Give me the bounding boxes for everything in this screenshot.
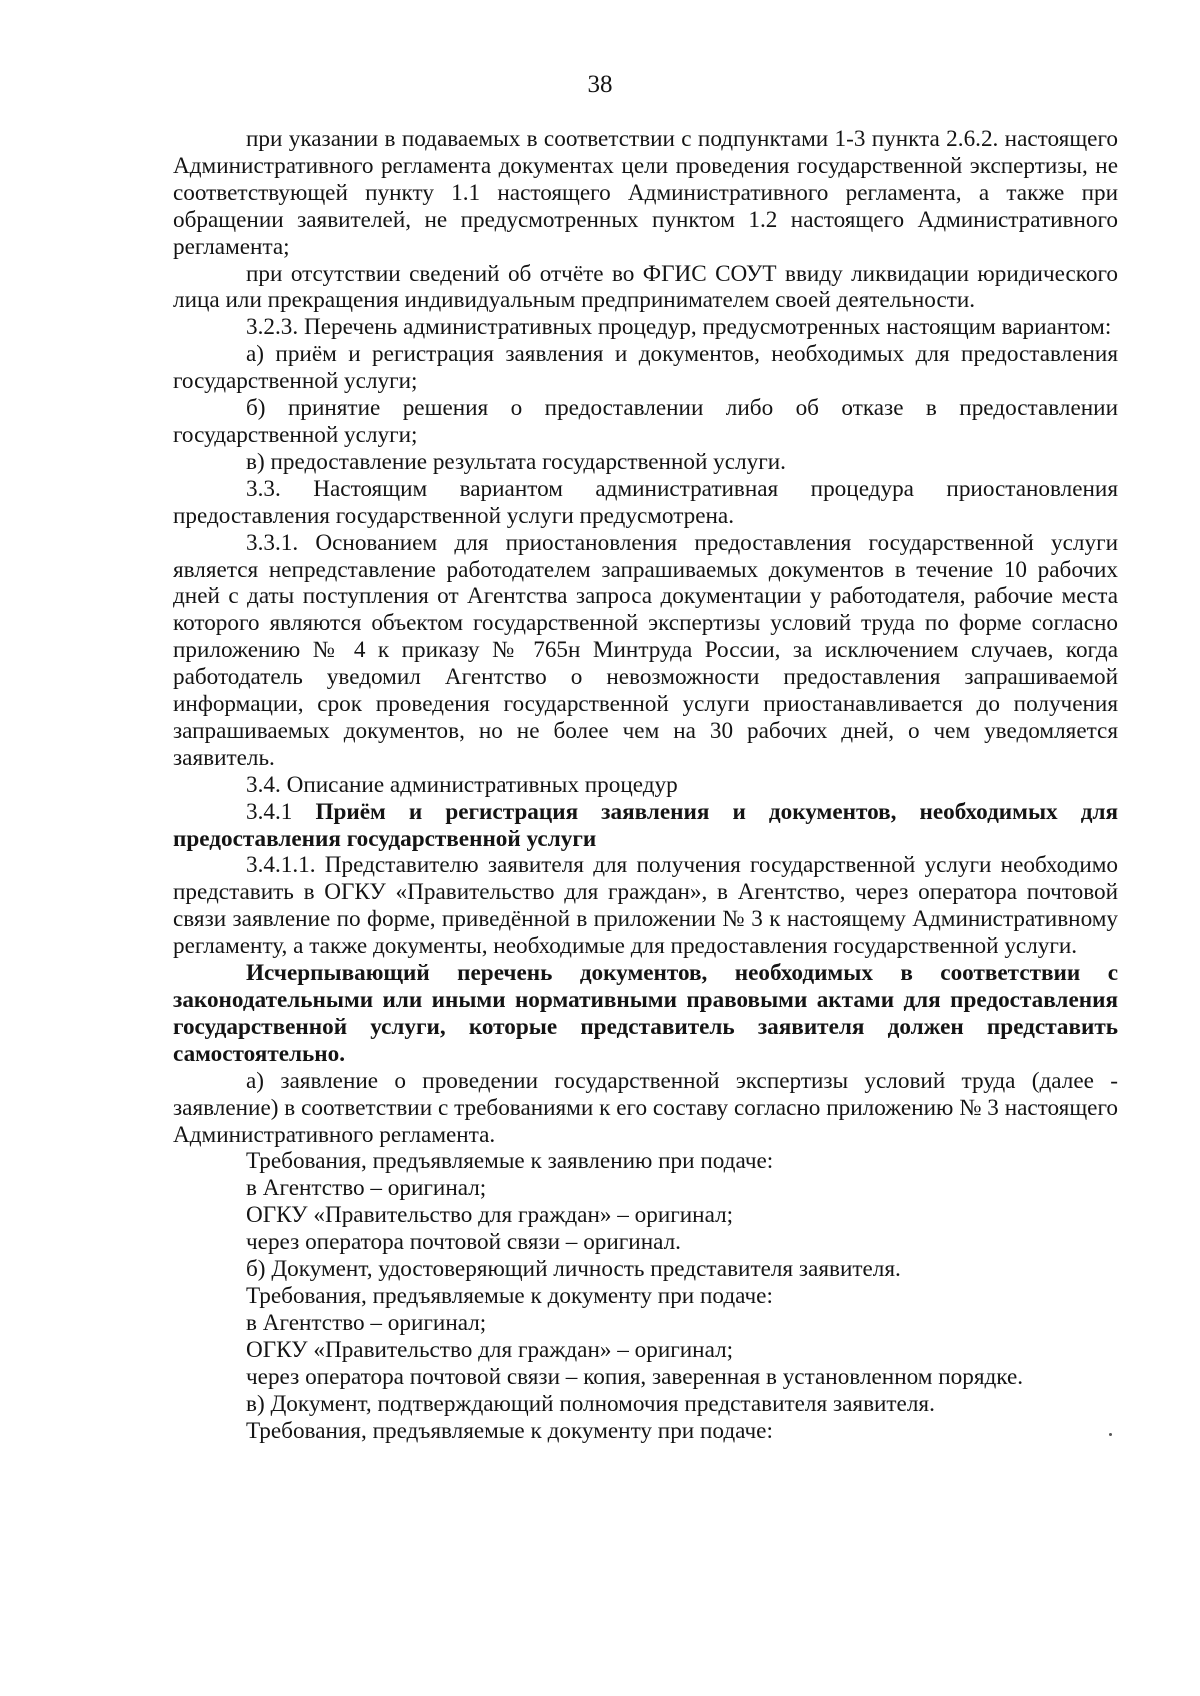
- paragraph-3-3-1: 3.3.1. Основанием для приостановления предоставления государственной услуги является непредставление работодателем запрашиваемых документов в течение 10 рабочих дней с даты поступления от Агентства запроса документации у работодателя, рабочие места которого являются объектом государственной экспертизы условий труда по форме согласно приложению № 4 к приказу № 765н Минтруда России, за исключением случаев, когда работодатель уведомил Агентство о невозможности предоставления запрашиваемой информации, срок проведения государственной услуги приостанавливается до получения запрашиваемых документов, но не более чем на 30 рабочих дней, о чем уведомляется заявитель.: [173, 529, 1118, 771]
- paragraph-refusal-grounds-liquidation: при отсутствии сведений об отчёте во ФГИС СОУТ ввиду ликвидации юридического лица или прекращения индивидуальным предпринимателем своей деятельности.: [173, 260, 1118, 314]
- paragraph-refusal-grounds-purpose: при указании в подаваемых в соответствии с подпунктами 1-3 пункта 2.6.2. настоящего Административного регламента документах цели проведения государственной экспертизы, не соответствующей пункту 1.1 настоящего Административного регламента, а также при обращении заявителей, не предусмотренных пунктом 1.2 настоящего Административного регламента;: [173, 126, 1118, 260]
- paragraph-3-4: 3.4. Описание административных процедур: [246, 771, 678, 798]
- paragraph-3-2-3: 3.2.3. Перечень административных процедур, предусмотренных настоящим вариантом:: [246, 314, 1112, 341]
- paragraph-3-4-1: [173, 799, 1118, 853]
- section-number: 3.4.1: [246, 798, 316, 825]
- list-item-a: а) приём и регистрация заявления и документов, необходимых для предоставления государственной услуги;: [173, 341, 1118, 395]
- requirements-line: Требования, предъявляемые к документу при подаче:: [246, 1417, 773, 1444]
- list-item-v: в) предоставление результата государственной услуги.: [246, 448, 786, 475]
- page-number: 38: [587, 71, 613, 98]
- document-item-b: б) Документ, удостоверяющий личность представителя заявителя.: [246, 1256, 901, 1283]
- requirement-post: через оператора почтовой связи – оригинал.: [246, 1229, 681, 1256]
- list-item-b: б) принятие решения о предоставлении либо об отказе в предоставлении государственной услуги;: [173, 395, 1118, 448]
- document-item-a: а) заявление о проведении государственной экспертизы условий труда (далее - заявление) в соответствии с требованиями к его составу согласно приложению № 3 настоящего Административного регламента.: [173, 1067, 1118, 1148]
- requirements-line: Требования, предъявляемые к документу при подаче:: [246, 1282, 773, 1309]
- section-heading: Приём и регистрация заявления и документов, необходимых для предоставления государственной услуги: [173, 798, 1119, 852]
- paragraph-3-3: 3.3. Настоящим вариантом административная процедура приостановления предоставления государственной услуги предусмотрена.: [173, 475, 1118, 529]
- document-item-v: в) Документ, подтверждающий полномочия представителя заявителя.: [246, 1390, 935, 1417]
- paragraph-3-4-1-1: 3.4.1.1. Представителю заявителя для получения государственной услуги необходимо представить в ОГКУ «Правительство для граждан», в Агентство, через оператора почтовой связи заявление по форме, приведённой в приложении № 3 к настоящему Административному регламенту, а также документы, необходимые для предоставления государственной услуги.: [173, 852, 1118, 960]
- scan-speck: [1109, 1433, 1112, 1436]
- requirement-ogku: ОГКУ «Правительство для граждан» – оригинал;: [246, 1202, 734, 1229]
- requirement-ogku: ОГКУ «Правительство для граждан» – оригинал;: [246, 1336, 734, 1363]
- requirement-post: через оператора почтовой связи – копия, заверенная в установленном порядке.: [246, 1363, 1024, 1390]
- documents-list-heading: Исчерпывающий перечень документов, необходимых в соответствии с законодательными или иными нормативными правовыми актами для предоставления государственной услуги, которые представитель заявителя должен представить самостоятельно.: [173, 960, 1118, 1067]
- requirement-agency: в Агентство – оригинал;: [246, 1175, 487, 1202]
- requirement-agency: в Агентство – оригинал;: [246, 1309, 487, 1336]
- requirements-line: Требования, предъявляемые к заявлению при подаче:: [246, 1148, 774, 1175]
- document-body: [173, 126, 1118, 1444]
